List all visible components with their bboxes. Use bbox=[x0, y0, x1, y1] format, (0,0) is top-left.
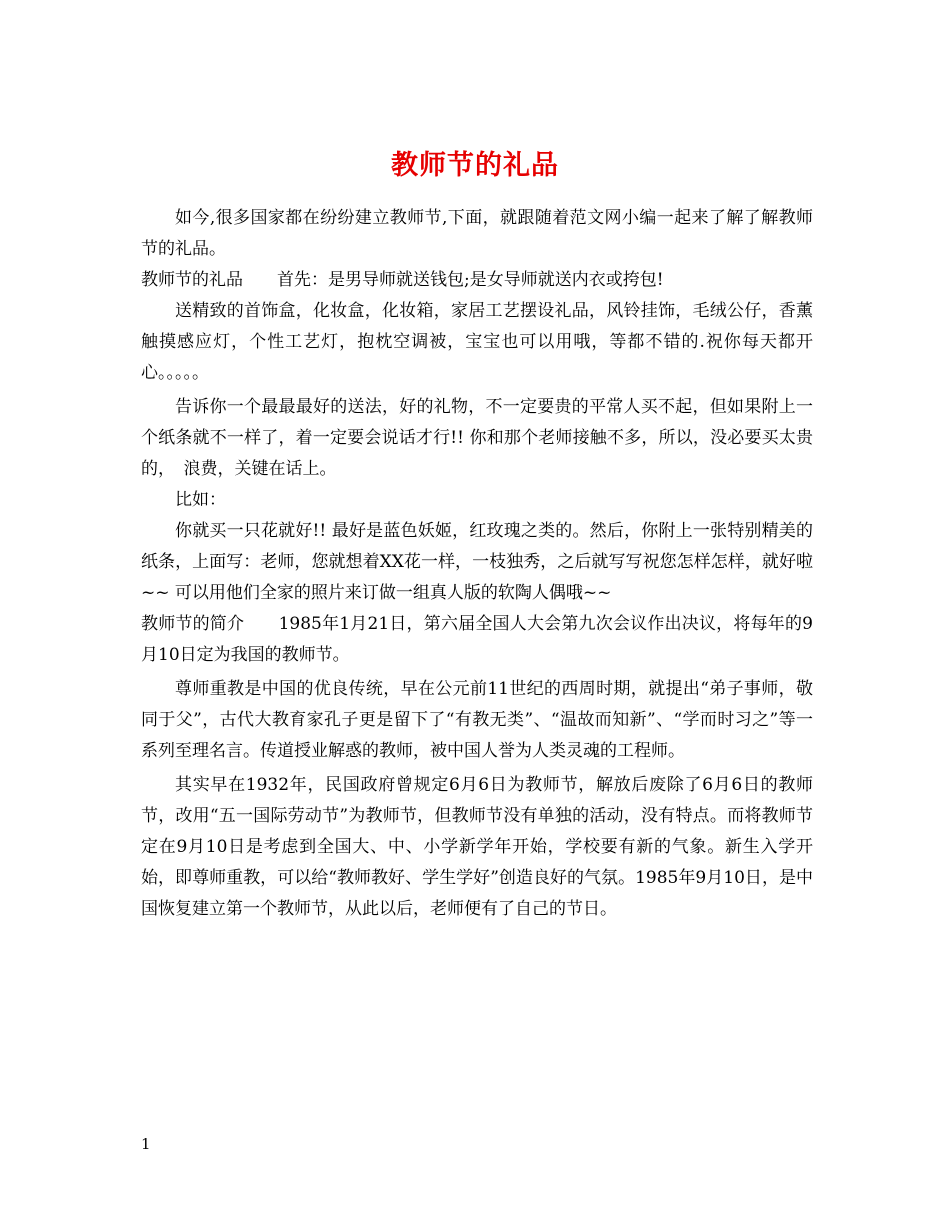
paragraph-history: 其实早在1932年，民国政府曾规定6月6日为教师节，解放后废除了6月6日的教师节，改用“五一国际劳动节”为教师节，但教师节没有单独的活动，没有特点。而将教师节定在9月10日是考虑到全国大、中、小学新学年开始，学校要有新的气象。新生入学开始，即尊师重教，可以给“教师教好、学生学好”创造良好的气氛。1985年9月10日，是中国恢复建立第一个教师节，从此以后，老师便有了自己的节日。 bbox=[141, 775, 813, 919]
paragraph-intro-history: 教师节的简介 1985年1月21日，第六届全国人大会第九次会议作出决议，将每年的9月10日定为我国的教师节。 bbox=[141, 614, 813, 665]
paragraph-example-label: 比如： bbox=[175, 490, 226, 510]
paragraph-example: 你就买一只花就好!! 最好是蓝色妖姬，红玫瑰之类的。然后，你附上一张特别精美的纸条，上面写：老师，您就想着XX花一样，一枝独秀，之后就写写祝您怎样怎样，就好啦~~ 可以用他们全家的照片来订做一组真人版的软陶人偶哦~~ bbox=[141, 521, 813, 603]
document-title: 教师节的礼品 bbox=[391, 150, 559, 182]
paragraph-gift-advice: 告诉你一个最最最好的送法，好的礼物，不一定要贵的平常人买不起，但如果附上一个纸条就不一样了，着一定要会说话才行!! 你和那个老师接触不多，所以，没必要买太贵的， 浪费，关键在话上。 bbox=[141, 397, 813, 479]
document-body bbox=[141, 203, 813, 925]
paragraph-gift-list: 送精致的首饰盒，化妆盒，化妆箱，家居工艺摆设礼品，风铃挂饰，毛绒公仔，香薰触摸感应灯，个性工艺灯，抱枕空调被，宝宝也可以用哦，等都不错的.祝你每天都开心。。。。。 bbox=[141, 301, 813, 383]
page-number: 1 bbox=[141, 1135, 151, 1153]
paragraph-gift-heading: 教师节的礼品 首先：是男导师就送钱包;是女导师就送内衣或挎包! bbox=[141, 270, 664, 290]
paragraph-tradition: 尊师重教是中国的优良传统，早在公元前11世纪的西周时期，就提出“弟子事师，敬同于父”，古代大教育家孔子更是留下了“有教无类”、“温故而知新”、“学而时习之”等一系列至理名言。传道授业解惑的教师，被中国人誉为人类灵魂的工程师。 bbox=[141, 679, 813, 761]
paragraph-intro: 如今,很多国家都在纷纷建立教师节,下面，就跟随着范文网小编一起来了解了解教师节的礼品。 bbox=[141, 208, 813, 259]
